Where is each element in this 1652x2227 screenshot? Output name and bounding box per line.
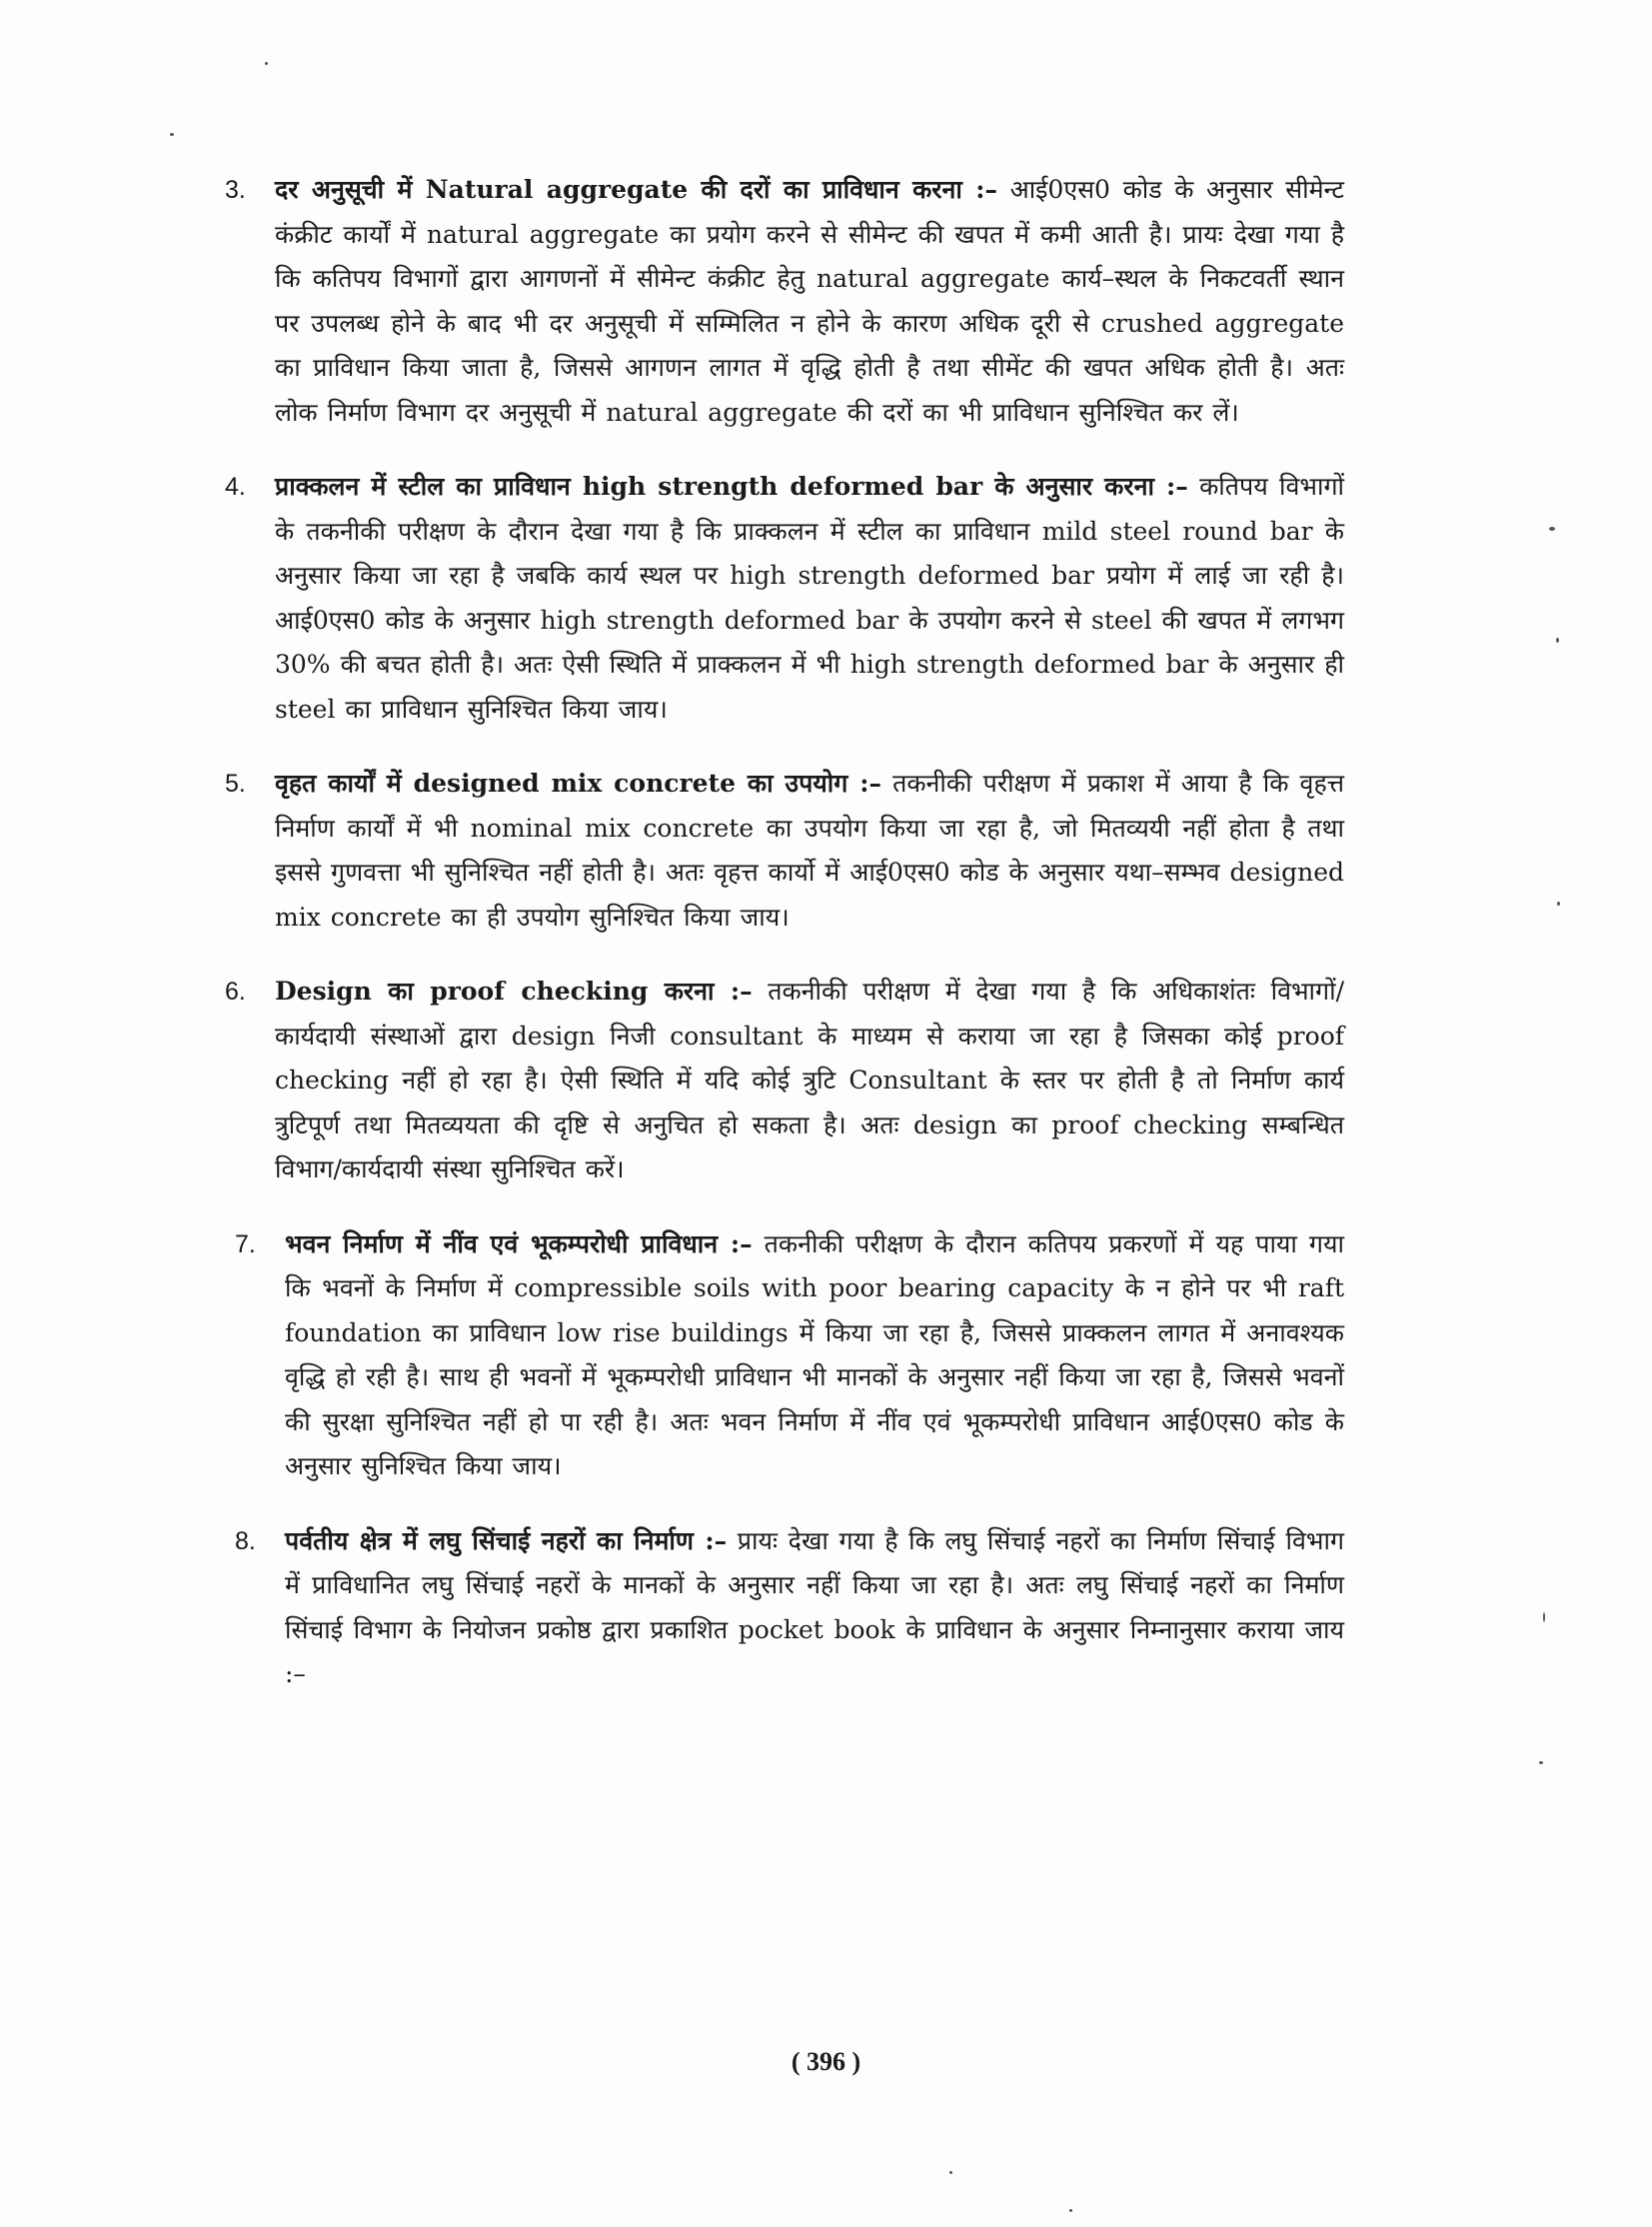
list-item-5 — [225, 762, 1344, 940]
scan-speck — [1557, 902, 1560, 906]
item-paragraph — [275, 970, 1344, 1192]
list-item-3 — [225, 168, 1344, 435]
item-heading: पर्वतीय क्षेत्र में लघु सिंचाई नहरों का निर्माण :– — [285, 1525, 728, 1555]
item-paragraph — [285, 1519, 1344, 1697]
scan-speck — [1549, 527, 1555, 531]
scan-speck — [1539, 1761, 1543, 1764]
item-number: 5. — [225, 770, 246, 798]
list-item-6 — [225, 970, 1344, 1192]
item-text: तकनीकी परीक्षण में देखा गया है कि अधिकाशंतः विभागों/कार्यदायी संस्थाओं द्वारा design निजी consultant के माध्यम से कराया जा रहा है जिसका कोई proof checking नहीं हो रहा है। ऐसी स्थिति में यदि कोई त्रुटि Consultant के स्तर पर होती है तो निर्माण कार्य त्रुटिपूर्ण तथा मितव्ययता की दृष्टि से अनुचित हो सकता है। अतः design का proof checking सम्बन्धित विभाग/कार्यदायी संस्था सुनिश्चित करें। — [275, 977, 1344, 1183]
item-number: 8. — [235, 1526, 256, 1555]
scan-speck — [1543, 1612, 1545, 1622]
item-paragraph — [275, 168, 1344, 435]
item-text: तकनीकी परीक्षण में प्रकाश में आया है कि वृहत्त निर्माण कार्यों में भी nominal mix concrete का उपयोग किया जा रहा है, जो मितव्ययी नहीं होता है तथा इससे गुणवत्ता भी सुनिश्चित नहीं होती है। अतः वृहत्त कार्यो में आई0एस0 कोड के अनुसार यथा–सम्भव designed mix concrete का ही उपयोग सुनिश्चित किया जाय। — [275, 769, 1344, 932]
item-number: 3. — [225, 176, 246, 204]
item-number: 6. — [225, 978, 246, 1006]
item-heading: वृहत कार्यों में designed mix concrete का उपयोग :– — [275, 769, 881, 798]
list-item-4 — [225, 465, 1344, 732]
item-text: आई0एस0 कोड के अनुसार सीमेन्ट कंक्रीट कार्यों में natural aggregate का प्रयोग करने से सीमेन्ट की खपत में कमी आती है। प्रायः देखा गया है कि कतिपय विभागों द्वारा आगणनों में सीमेन्ट कंक्रीट हेतु natural aggregate कार्य–स्थल के निकटवर्ती स्थान पर उपलब्ध होने के बाद भी दर अनुसूची में सम्मिलित न होने के कारण अधिक दूरी से crushed aggregate का प्राविधान किया जाता है, जिससे आगणन लागत में वृद्धि होती है तथा सीमेंट की खपत अधिक होती है। अतः लोक निर्माण विभाग दर अनुसूची में natural aggregate की दरों का भी प्राविधान सुनिश्चित कर लें। — [275, 175, 1344, 427]
item-text: कतिपय विभागों के तकनीकी परीक्षण के दौरान देखा गया है कि प्राक्कलन में स्टील का प्राविधान mild steel round bar के अनुसार किया जा रहा है जबकि कार्य स्थल पर high strength deformed bar प्रयोग में लाई जा रही है। आई0एस0 कोड के अनुसार high strength deformed bar के उपयोग करने से steel की खपत में लगभग 30% की बचत होती है। अतः ऐसी स्थिति में प्राक्कलन में भी high strength deformed bar के अनुसार ही steel का प्राविधान सुनिश्चित किया जाय। — [275, 472, 1344, 724]
item-text: प्रायः देखा गया है कि लघु सिंचाई नहरों का निर्माण सिंचाई विभाग में प्राविधानित लघु सिंचाई नहरों के मानकों के अनुसार नहीं किया जा रहा है। अतः लघु सिंचाई नहरों का निर्माण सिंचाई विभाग के नियोजन प्रकोष्ठ द्वारा प्रकाशित pocket book के प्राविधान के अनुसार निम्नानुसार कराया जाय :– — [285, 1525, 1344, 1688]
item-heading: प्राक्कलन में स्टील का प्राविधान high strength deformed bar के अनुसार करना :– — [275, 472, 1188, 501]
list-item-8 — [235, 1519, 1344, 1697]
item-text: तकनीकी परीक्षण के दौरान कतिपय प्रकरणों में यह पाया गया कि भवनों के निर्माण में compressible soils with poor bearing capacity के न होने पर भी raft foundation का प्राविधान low rise buildings में किया जा रहा है, जिससे प्राक्कलन लागत में अनावश्यक वृद्धि हो रही है। साथ ही भवनों में भूकम्परोधी प्राविधान भी मानकों के अनुसार नहीं किया जा रहा है, जिससे भवनों की सुरक्षा सुनिश्चित नहीं हो पा रही है। अतः भवन निर्माण में नींव एवं भूकम्परोधी प्राविधान आई0एस0 कोड के अनुसार सुनिश्चित किया जाय। — [285, 1228, 1344, 1480]
scan-speck — [265, 62, 268, 65]
item-paragraph — [275, 762, 1344, 940]
scan-speck — [1556, 638, 1559, 643]
item-number: 7. — [235, 1229, 256, 1258]
item-heading: भवन निर्माण में नींव एवं भूकम्परोधी प्राविधान :– — [285, 1228, 753, 1258]
item-heading: दर अनुसूची में Natural aggregate की दरों का प्राविधान करना :– — [275, 175, 997, 204]
page-number: ( 396 ) — [791, 2047, 861, 2076]
scan-speck — [949, 2171, 952, 2174]
list-item-7 — [235, 1222, 1344, 1489]
scan-speck — [1069, 2209, 1072, 2212]
item-heading: Design का proof checking करना :– — [275, 977, 753, 1006]
item-paragraph — [275, 465, 1344, 732]
document-body — [225, 160, 1344, 1727]
scan-speck — [170, 133, 174, 136]
item-number: 4. — [225, 473, 246, 501]
item-paragraph — [285, 1222, 1344, 1489]
